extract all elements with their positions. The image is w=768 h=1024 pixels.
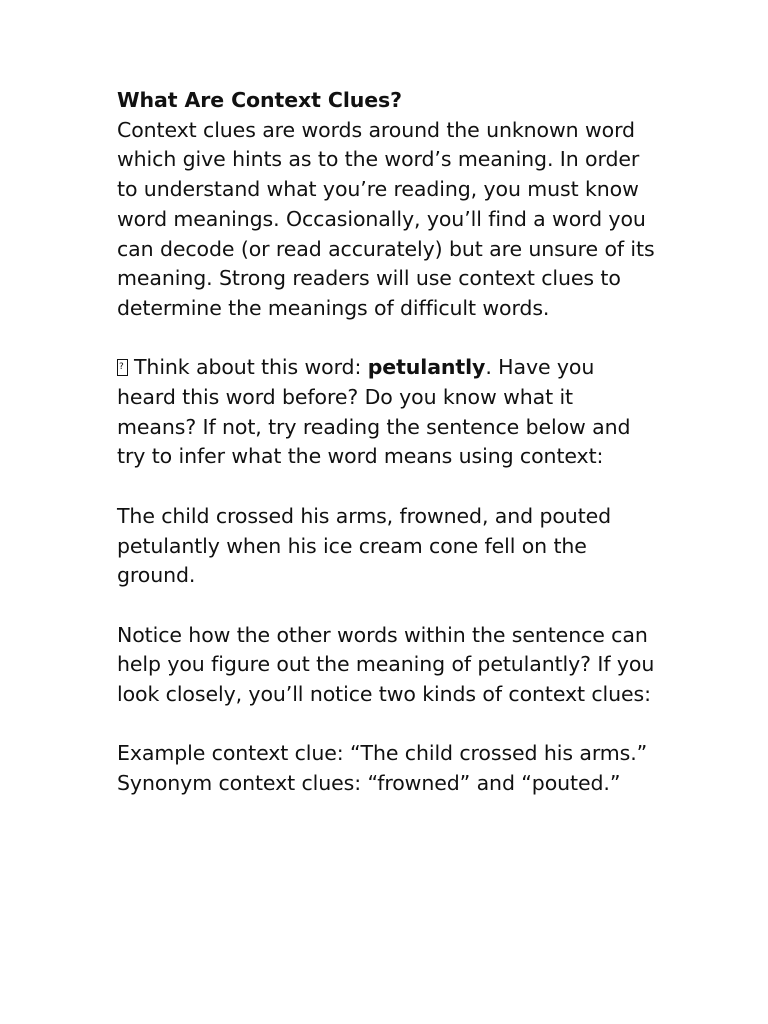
paragraph-gap [117, 710, 657, 740]
paragraph-gap [117, 472, 657, 502]
example-sentence: The child crossed his arms, frowned, and pouted petulantly when his ice cream cone fell on the ground. [117, 503, 612, 588]
prompt-rest: . Have you heard this word before? Do you know what it means? If not, try reading the sentence below and try to infer what the word means using context: [117, 355, 631, 469]
missing-glyph-icon [117, 359, 128, 376]
prompt-paragraph [117, 353, 657, 472]
synonym-clue-line: Synonym context clues: “frowned” and “pouted.” [117, 771, 621, 796]
paragraph-gap [117, 324, 657, 354]
prompt-lead: Think about this word: [134, 355, 368, 380]
notice-paragraph: Notice how the other words within the sentence can help you figure out the meaning of petulantly? If you look closely, you’ll notice two kinds of context clues: [117, 622, 655, 707]
section-heading: What Are Context Clues? [117, 88, 402, 112]
document-body [117, 86, 657, 799]
paragraph-gap [117, 591, 657, 621]
example-clue-line: Example context clue: “The child crossed his arms.” [117, 741, 648, 766]
target-word: petulantly [367, 355, 486, 380]
intro-paragraph: Context clues are words around the unknown word which give hints as to the word’s meaning. In order to understand what you’re reading, you must know word meanings. Occasionally, you’ll find a word you can decode (or read accurately) but are unsure of its meaning. Strong readers will use context clues to determine the meanings of difficult words. [117, 117, 655, 320]
